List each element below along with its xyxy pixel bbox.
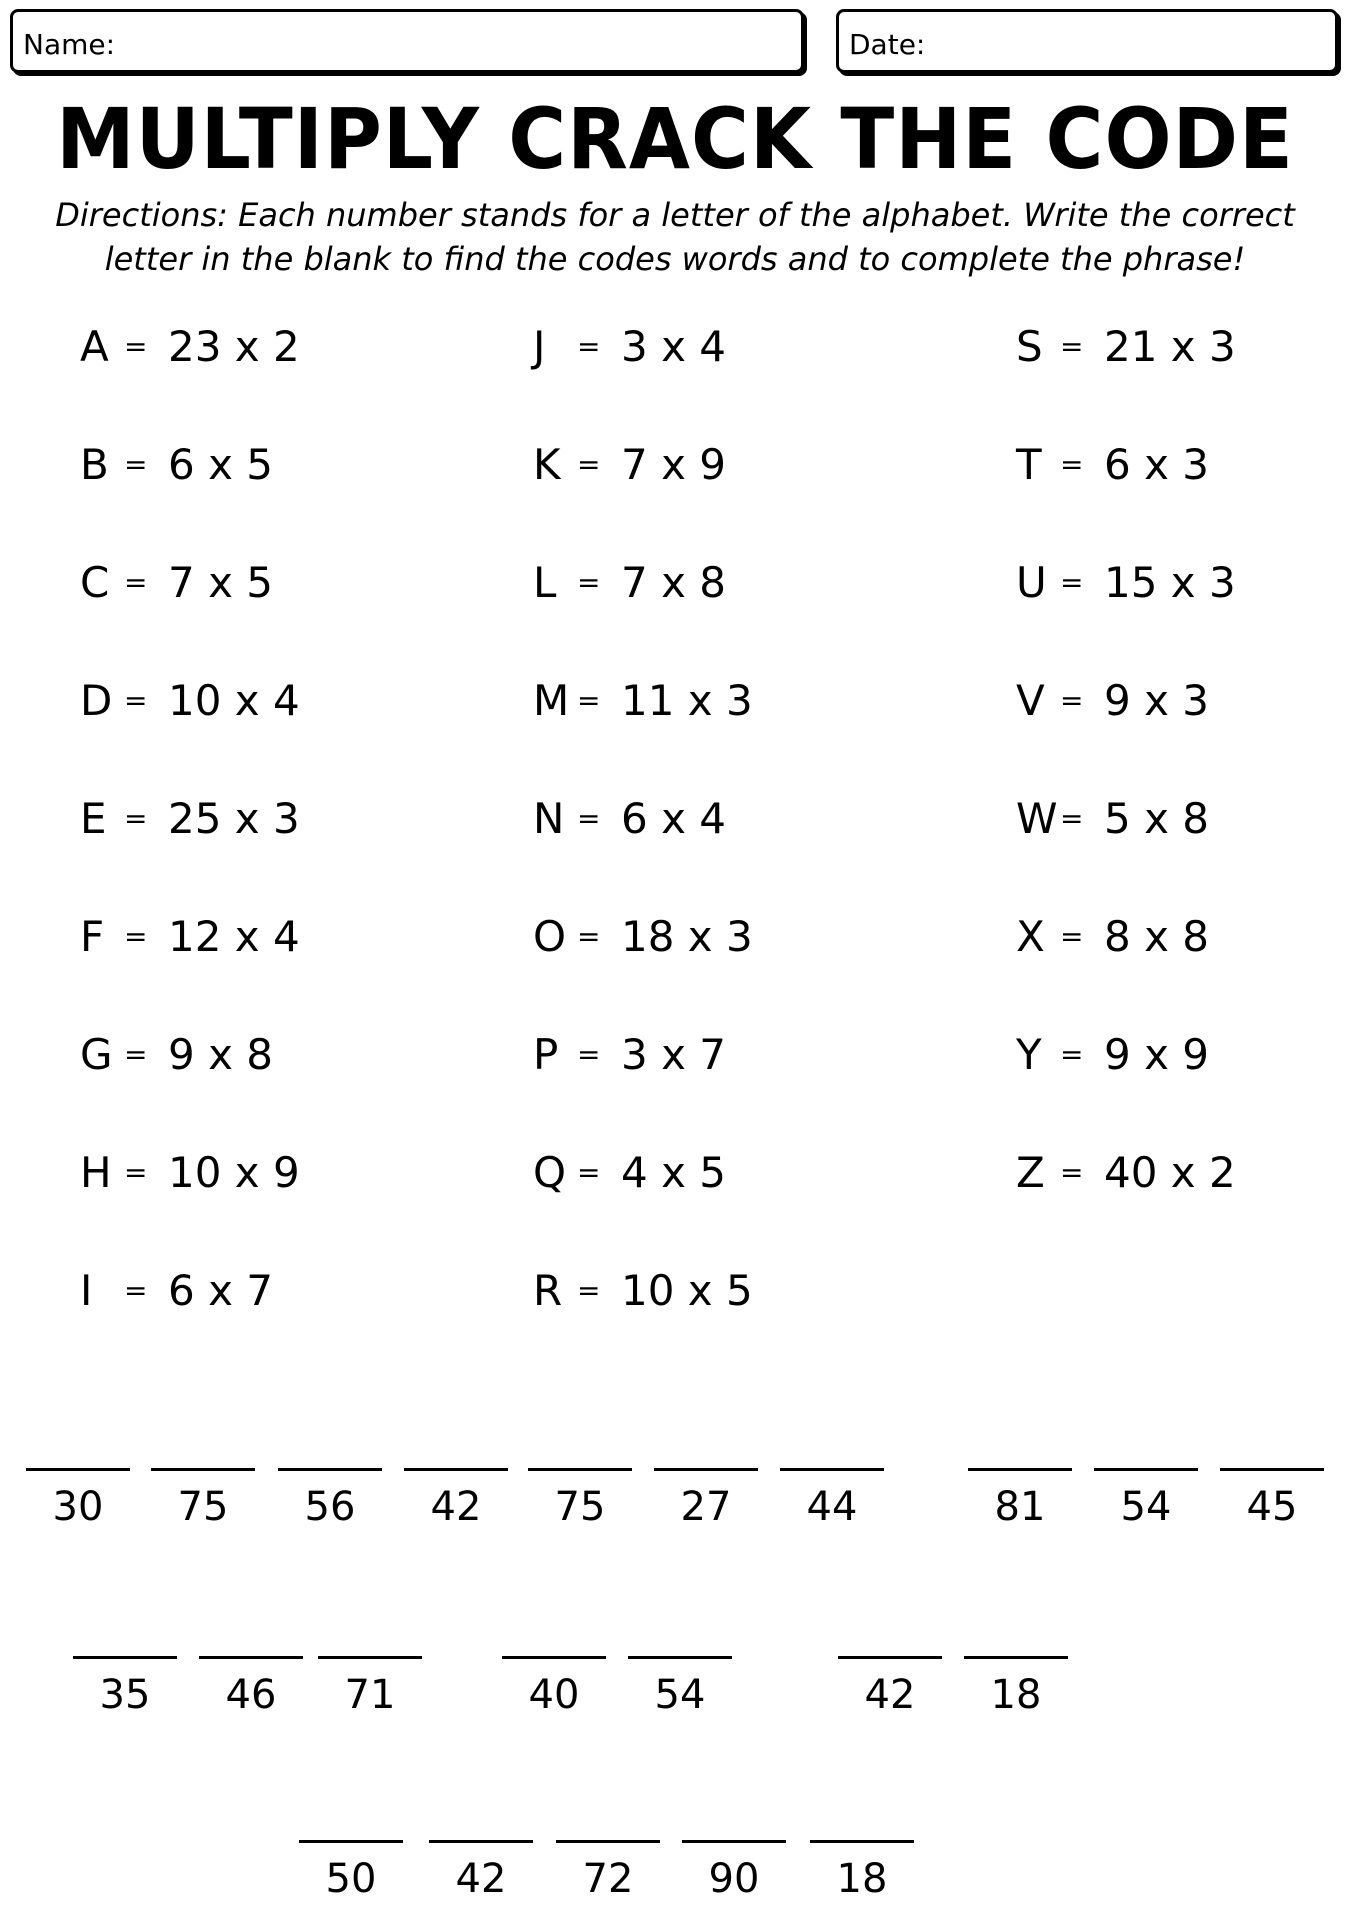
key-expression: 9 x 9 (1104, 1030, 1209, 1079)
answer-line[interactable] (682, 1840, 786, 1843)
key-expression: 7 x 5 (168, 558, 273, 607)
answer-line[interactable] (73, 1656, 177, 1659)
name-field[interactable] (10, 9, 804, 73)
answer-line[interactable] (628, 1656, 732, 1659)
answer-blank[interactable] (780, 1468, 884, 1558)
key-equals: = (124, 684, 148, 717)
answer-blank[interactable] (199, 1656, 303, 1746)
key-expression: 9 x 8 (168, 1030, 273, 1079)
answer-blank[interactable] (628, 1656, 732, 1746)
key-equals: = (577, 330, 601, 363)
answer-blank[interactable] (1094, 1468, 1198, 1558)
key-expression: 6 x 7 (168, 1266, 273, 1315)
key-letter: T (1016, 440, 1042, 489)
answer-blank[interactable] (556, 1840, 660, 1930)
code-number: 56 (304, 1484, 356, 1530)
answer-line[interactable] (299, 1840, 403, 1843)
key-expression: 7 x 8 (621, 558, 726, 607)
key-expression: 3 x 7 (621, 1030, 726, 1079)
answer-blank[interactable] (429, 1840, 533, 1930)
key-letter: H (80, 1148, 112, 1197)
answer-line[interactable] (502, 1656, 606, 1659)
key-letter: B (80, 440, 109, 489)
key-letter: C (80, 558, 110, 607)
date-label: Date: (849, 28, 926, 61)
key-equals: = (124, 802, 148, 835)
key-letter: Z (1016, 1148, 1045, 1197)
answer-blank[interactable] (502, 1656, 606, 1746)
key-letter: D (80, 676, 113, 725)
key-equals: = (577, 1274, 601, 1307)
key-letter: A (80, 322, 109, 371)
key-equals: = (1060, 1038, 1084, 1071)
key-equals: = (577, 684, 601, 717)
code-number: 54 (1120, 1484, 1172, 1530)
page-title: MULTIPLY CRACK THE CODE (56, 90, 1294, 188)
key-equals: = (577, 1038, 601, 1071)
answer-blank[interactable] (528, 1468, 632, 1558)
code-number: 72 (582, 1856, 634, 1902)
answer-blank[interactable] (26, 1468, 130, 1558)
key-letter: V (1016, 676, 1045, 725)
key-equals: = (124, 1156, 148, 1189)
key-expression: 9 x 3 (1104, 676, 1209, 725)
key-equals: = (124, 566, 148, 599)
answer-blank[interactable] (810, 1840, 914, 1930)
key-expression: 12 x 4 (168, 912, 300, 961)
key-letter: Y (1016, 1030, 1042, 1079)
key-expression: 15 x 3 (1104, 558, 1236, 607)
answer-line[interactable] (1094, 1468, 1198, 1471)
key-letter: L (533, 558, 557, 607)
code-number: 46 (225, 1672, 277, 1718)
answer-line[interactable] (318, 1656, 422, 1659)
key-equals: = (124, 1274, 148, 1307)
directions-line-2: letter in the blank to find the codes words and to complete the phrase! (104, 240, 1246, 278)
answer-blank[interactable] (73, 1656, 177, 1746)
key-expression: 6 x 4 (621, 794, 726, 843)
answer-line[interactable] (151, 1468, 255, 1471)
key-letter: E (80, 794, 107, 843)
answer-line[interactable] (964, 1656, 1068, 1659)
key-equals: = (577, 566, 601, 599)
code-number: 71 (344, 1672, 396, 1718)
key-equals: = (1060, 920, 1084, 953)
key-letter: U (1016, 558, 1047, 607)
key-equals: = (1060, 802, 1084, 835)
key-equals: = (1060, 448, 1084, 481)
key-letter: F (80, 912, 105, 961)
answer-line[interactable] (556, 1840, 660, 1843)
key-equals: = (124, 448, 148, 481)
answer-blank[interactable] (318, 1656, 422, 1746)
key-letter: X (1016, 912, 1045, 961)
key-letter: R (533, 1266, 563, 1315)
key-letter: I (80, 1266, 93, 1315)
code-number: 42 (430, 1484, 482, 1530)
answer-line[interactable] (654, 1468, 758, 1471)
answer-line[interactable] (528, 1468, 632, 1471)
answer-line[interactable] (968, 1468, 1072, 1471)
key-expression: 5 x 8 (1104, 794, 1209, 843)
key-expression: 21 x 3 (1104, 322, 1236, 371)
code-number: 42 (864, 1672, 916, 1718)
code-number: 45 (1246, 1484, 1298, 1530)
answer-line[interactable] (429, 1840, 533, 1843)
code-number: 18 (990, 1672, 1042, 1718)
answer-line[interactable] (26, 1468, 130, 1471)
key-equals: = (577, 448, 601, 481)
answer-blank[interactable] (968, 1468, 1072, 1558)
code-number: 40 (528, 1672, 580, 1718)
key-letter: Q (533, 1148, 567, 1197)
key-equals: = (1060, 566, 1084, 599)
key-equals: = (577, 802, 601, 835)
answer-blank[interactable] (838, 1656, 942, 1746)
key-letter: P (533, 1030, 559, 1079)
key-equals: = (124, 330, 148, 363)
answer-line[interactable] (838, 1656, 942, 1659)
answer-blank[interactable] (404, 1468, 508, 1558)
answer-line[interactable] (780, 1468, 884, 1471)
key-expression: 6 x 3 (1104, 440, 1209, 489)
key-letter: M (533, 676, 570, 725)
code-number: 30 (52, 1484, 104, 1530)
name-label: Name: (23, 28, 116, 61)
code-number: 18 (836, 1856, 888, 1902)
key-expression: 6 x 5 (168, 440, 273, 489)
code-number: 75 (177, 1484, 229, 1530)
key-letter: K (533, 440, 561, 489)
key-expression: 3 x 4 (621, 322, 726, 371)
key-expression: 23 x 2 (168, 322, 300, 371)
key-expression: 10 x 5 (621, 1266, 753, 1315)
code-number: 44 (806, 1484, 858, 1530)
answer-line[interactable] (199, 1656, 303, 1659)
answer-blank[interactable] (682, 1840, 786, 1930)
code-number: 27 (680, 1484, 732, 1530)
answer-blank[interactable] (654, 1468, 758, 1558)
answer-blank[interactable] (299, 1840, 403, 1930)
key-expression: 7 x 9 (621, 440, 726, 489)
key-expression: 8 x 8 (1104, 912, 1209, 961)
code-number: 75 (554, 1484, 606, 1530)
key-equals: = (1060, 1156, 1084, 1189)
code-number: 90 (708, 1856, 760, 1902)
answer-blank[interactable] (964, 1656, 1068, 1746)
answer-line[interactable] (404, 1468, 508, 1471)
key-letter: J (533, 322, 546, 371)
key-letter: N (533, 794, 565, 843)
key-expression: 4 x 5 (621, 1148, 726, 1197)
code-number: 50 (325, 1856, 377, 1902)
key-equals: = (124, 1038, 148, 1071)
key-equals: = (577, 920, 601, 953)
key-letter: G (80, 1030, 113, 1079)
answer-line[interactable] (1220, 1468, 1324, 1471)
answer-blank[interactable] (1220, 1468, 1324, 1558)
answer-line[interactable] (810, 1840, 914, 1843)
key-expression: 10 x 4 (168, 676, 300, 725)
key-expression: 25 x 3 (168, 794, 300, 843)
code-number: 42 (455, 1856, 507, 1902)
key-equals: = (1060, 684, 1084, 717)
key-letter: O (533, 912, 567, 961)
key-letter: S (1016, 322, 1043, 371)
key-letter: W (1016, 794, 1058, 843)
directions-line-1: Directions: Each number stands for a letter of the alphabet. Write the correct (55, 196, 1295, 234)
key-equals: = (577, 1156, 601, 1189)
directions (30, 193, 1320, 281)
code-number: 54 (654, 1672, 706, 1718)
code-number: 35 (99, 1672, 151, 1718)
key-expression: 11 x 3 (621, 676, 753, 725)
code-number: 81 (994, 1484, 1046, 1530)
key-equals: = (1060, 330, 1084, 363)
answer-line[interactable] (278, 1468, 382, 1471)
key-expression: 10 x 9 (168, 1148, 300, 1197)
key-equals: = (124, 920, 148, 953)
date-field[interactable] (836, 9, 1338, 73)
key-expression: 18 x 3 (621, 912, 753, 961)
answer-blank[interactable] (151, 1468, 255, 1558)
key-expression: 40 x 2 (1104, 1148, 1236, 1197)
answer-blank[interactable] (278, 1468, 382, 1558)
